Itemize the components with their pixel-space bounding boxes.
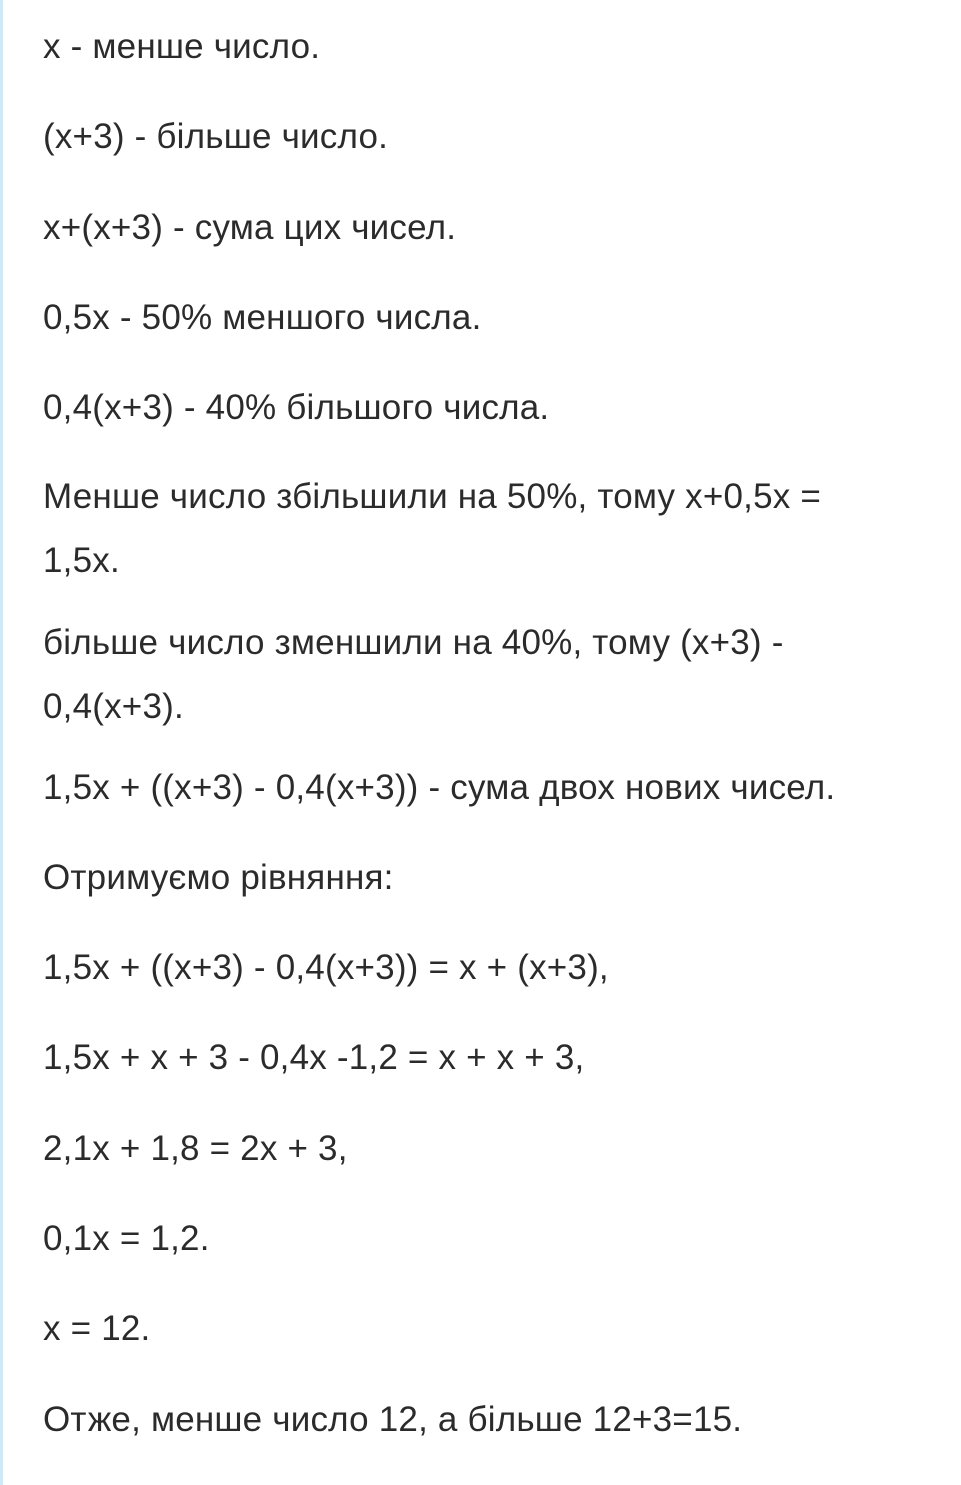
text-line: 1,5x + ((x+3) - 0,4(x+3)) = x + (x+3), bbox=[43, 948, 609, 987]
text-line: Менше число збільшили на 50%, тому x+0,5x = bbox=[43, 477, 822, 516]
text-line: x+(x+3) - сума цих чисел. bbox=[43, 208, 457, 247]
text-line: 1,5x. bbox=[43, 541, 120, 580]
text-line: 1,5x + ((x+3) - 0,4(x+3)) - сума двох нових чисел. bbox=[43, 768, 836, 807]
text-line: Отримуємо рівняння: bbox=[43, 858, 394, 897]
text-line: x = 12. bbox=[43, 1309, 151, 1348]
text-line: (x+3) - більше число. bbox=[43, 117, 389, 156]
text-line: 1,5x + x + 3 - 0,4x -1,2 = x + x + 3, bbox=[43, 1038, 585, 1077]
text-line: більше число зменшили на 40%, тому (x+3) - bbox=[43, 623, 784, 662]
text-line: 0,1x = 1,2. bbox=[43, 1219, 210, 1258]
text-line: 0,4(x+3) - 40% більшого числа. bbox=[43, 388, 550, 427]
text-line: 2,1x + 1,8 = 2x + 3, bbox=[43, 1129, 348, 1168]
text-line: 0,5x - 50% меншого числа. bbox=[43, 298, 482, 337]
text-line: x - менше число. bbox=[43, 27, 321, 66]
text-line: Отже, менше число 12, а більше 12+3=15. bbox=[43, 1400, 743, 1439]
text-line: 0,4(x+3). bbox=[43, 687, 184, 726]
